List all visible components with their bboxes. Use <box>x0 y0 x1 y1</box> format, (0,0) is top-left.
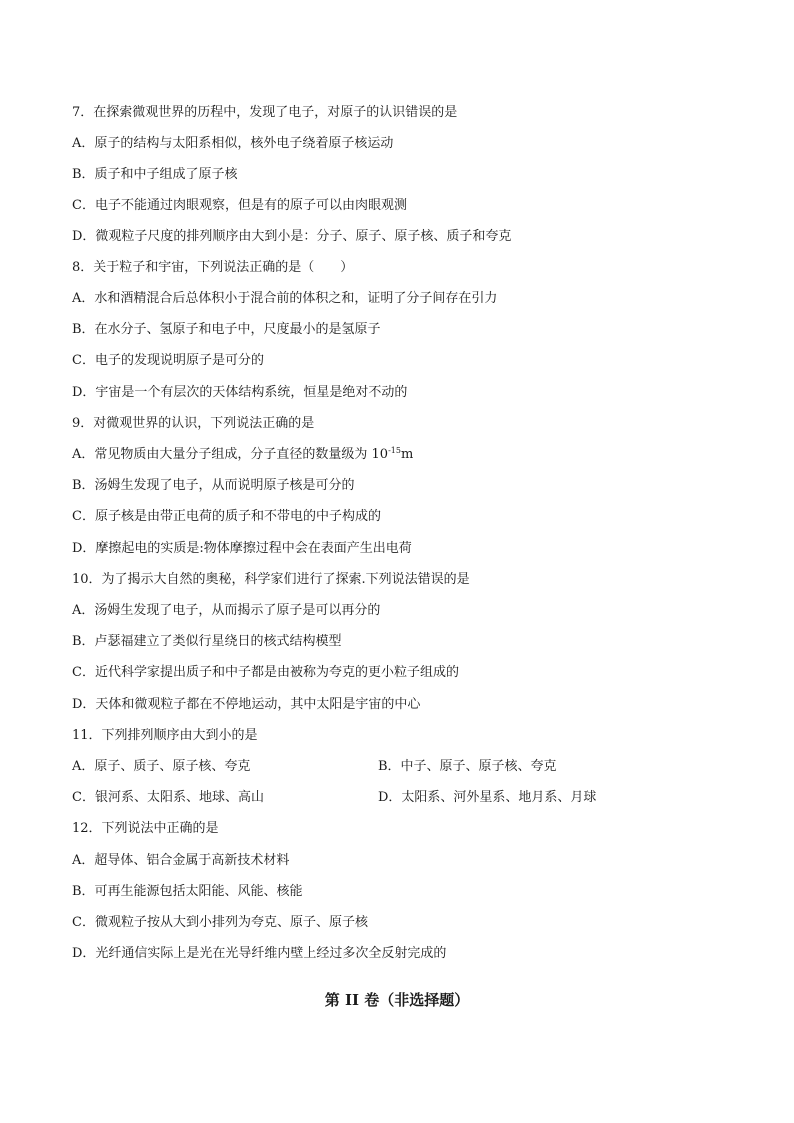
question-10-option-d: D．天体和微观粒子都在不停地运动，其中太阳是宇宙的中心 <box>72 697 421 712</box>
question-9-option-b: B．汤姆生发现了电子，从而说明原子核是可分的 <box>72 478 355 493</box>
question-7-stem: 7．在探索微观世界的历程中，发现了电子，对原子的认识错误的是 <box>72 105 458 120</box>
question-10-option-a: A．汤姆生发现了电子，从而揭示了原子是可以再分的 <box>72 603 381 618</box>
question-12-option-d: D．光纤通信实际上是光在光导纤维内壁上经过多次全反射完成的 <box>72 946 447 961</box>
question-7-option-a: A．原子的结构与太阳系相似，核外电子绕着原子核运动 <box>72 136 394 151</box>
question-9-option-a <box>72 446 413 464</box>
question-9-option-a-exponent: -15 <box>388 446 401 455</box>
question-8-option-c: C．电子的发现说明原子是可分的 <box>72 353 264 368</box>
question-7-option-c: C．电子不能通过肉眼观察，但是有的原子可以由肉眼观测 <box>72 198 407 213</box>
question-8-option-a: A．水和酒精混合后总体积小于混合前的体积之和，证明了分子间存在引力 <box>72 291 498 306</box>
question-7-option-b: B．质子和中子组成了原子核 <box>72 167 238 182</box>
question-8-stem: 8．关于粒子和宇宙，下列说法正确的是（ ） <box>72 260 354 275</box>
question-7-option-d: D．微观粒子尺度的排列顺序由大到小是：分子、原子、原子核、质子和夸克 <box>72 229 512 244</box>
question-12-option-a: A．超导体、铝合金属于高新技术材料 <box>72 853 290 868</box>
question-9-option-a-text: A．常见物质由大量分子组成，分子直径的数量级为 10 <box>72 447 389 462</box>
question-12-stem: 12．下列说法中正确的是 <box>72 821 219 836</box>
question-11-option-b: B．中子、原子、原子核、夸克 <box>378 759 557 774</box>
question-8-option-b: B．在水分子、氢原子和电子中，尺度最小的是氢原子 <box>72 322 381 337</box>
question-10-option-b: B．卢瑟福建立了类似行星绕日的核式结构模型 <box>72 634 342 649</box>
question-10-stem: 10．为了揭示大自然的奥秘，科学家们进行了探索.下列说法错误的是 <box>72 572 470 587</box>
question-12-option-c: C．微观粒子按从大到小排列为夸克、原子、原子核 <box>72 915 368 930</box>
question-9-option-d: D．摩擦起电的实质是:物体摩擦过程中会在表面产生出电荷 <box>72 541 412 556</box>
question-9-option-a-unit: m <box>400 447 414 462</box>
question-8-option-d: D．宇宙是一个有层次的天体结构系统，恒星是绝对不动的 <box>72 385 408 400</box>
question-11-option-a: A．原子、质子、原子核、夸克 <box>72 759 251 774</box>
question-9-option-c: C．原子核是由带正电荷的质子和不带电的中子构成的 <box>72 509 381 524</box>
question-12-option-b: B．可再生能源包括太阳能、风能、核能 <box>72 884 303 899</box>
question-11-option-c: C．银河系、太阳系、地球、高山 <box>72 790 264 805</box>
section-title: 第 II 卷（非选择题） <box>324 991 470 1009</box>
question-11-stem: 11．下列排列顺序由大到小的是 <box>72 728 258 743</box>
question-10-option-c: C．近代科学家提出质子和中子都是由被称为夸克的更小粒子组成的 <box>72 665 459 680</box>
question-11-option-d: D．太阳系、河外星系、地月系、月球 <box>378 790 597 805</box>
question-9-stem: 9．对微观世界的认识，下列说法正确的是 <box>72 416 315 431</box>
